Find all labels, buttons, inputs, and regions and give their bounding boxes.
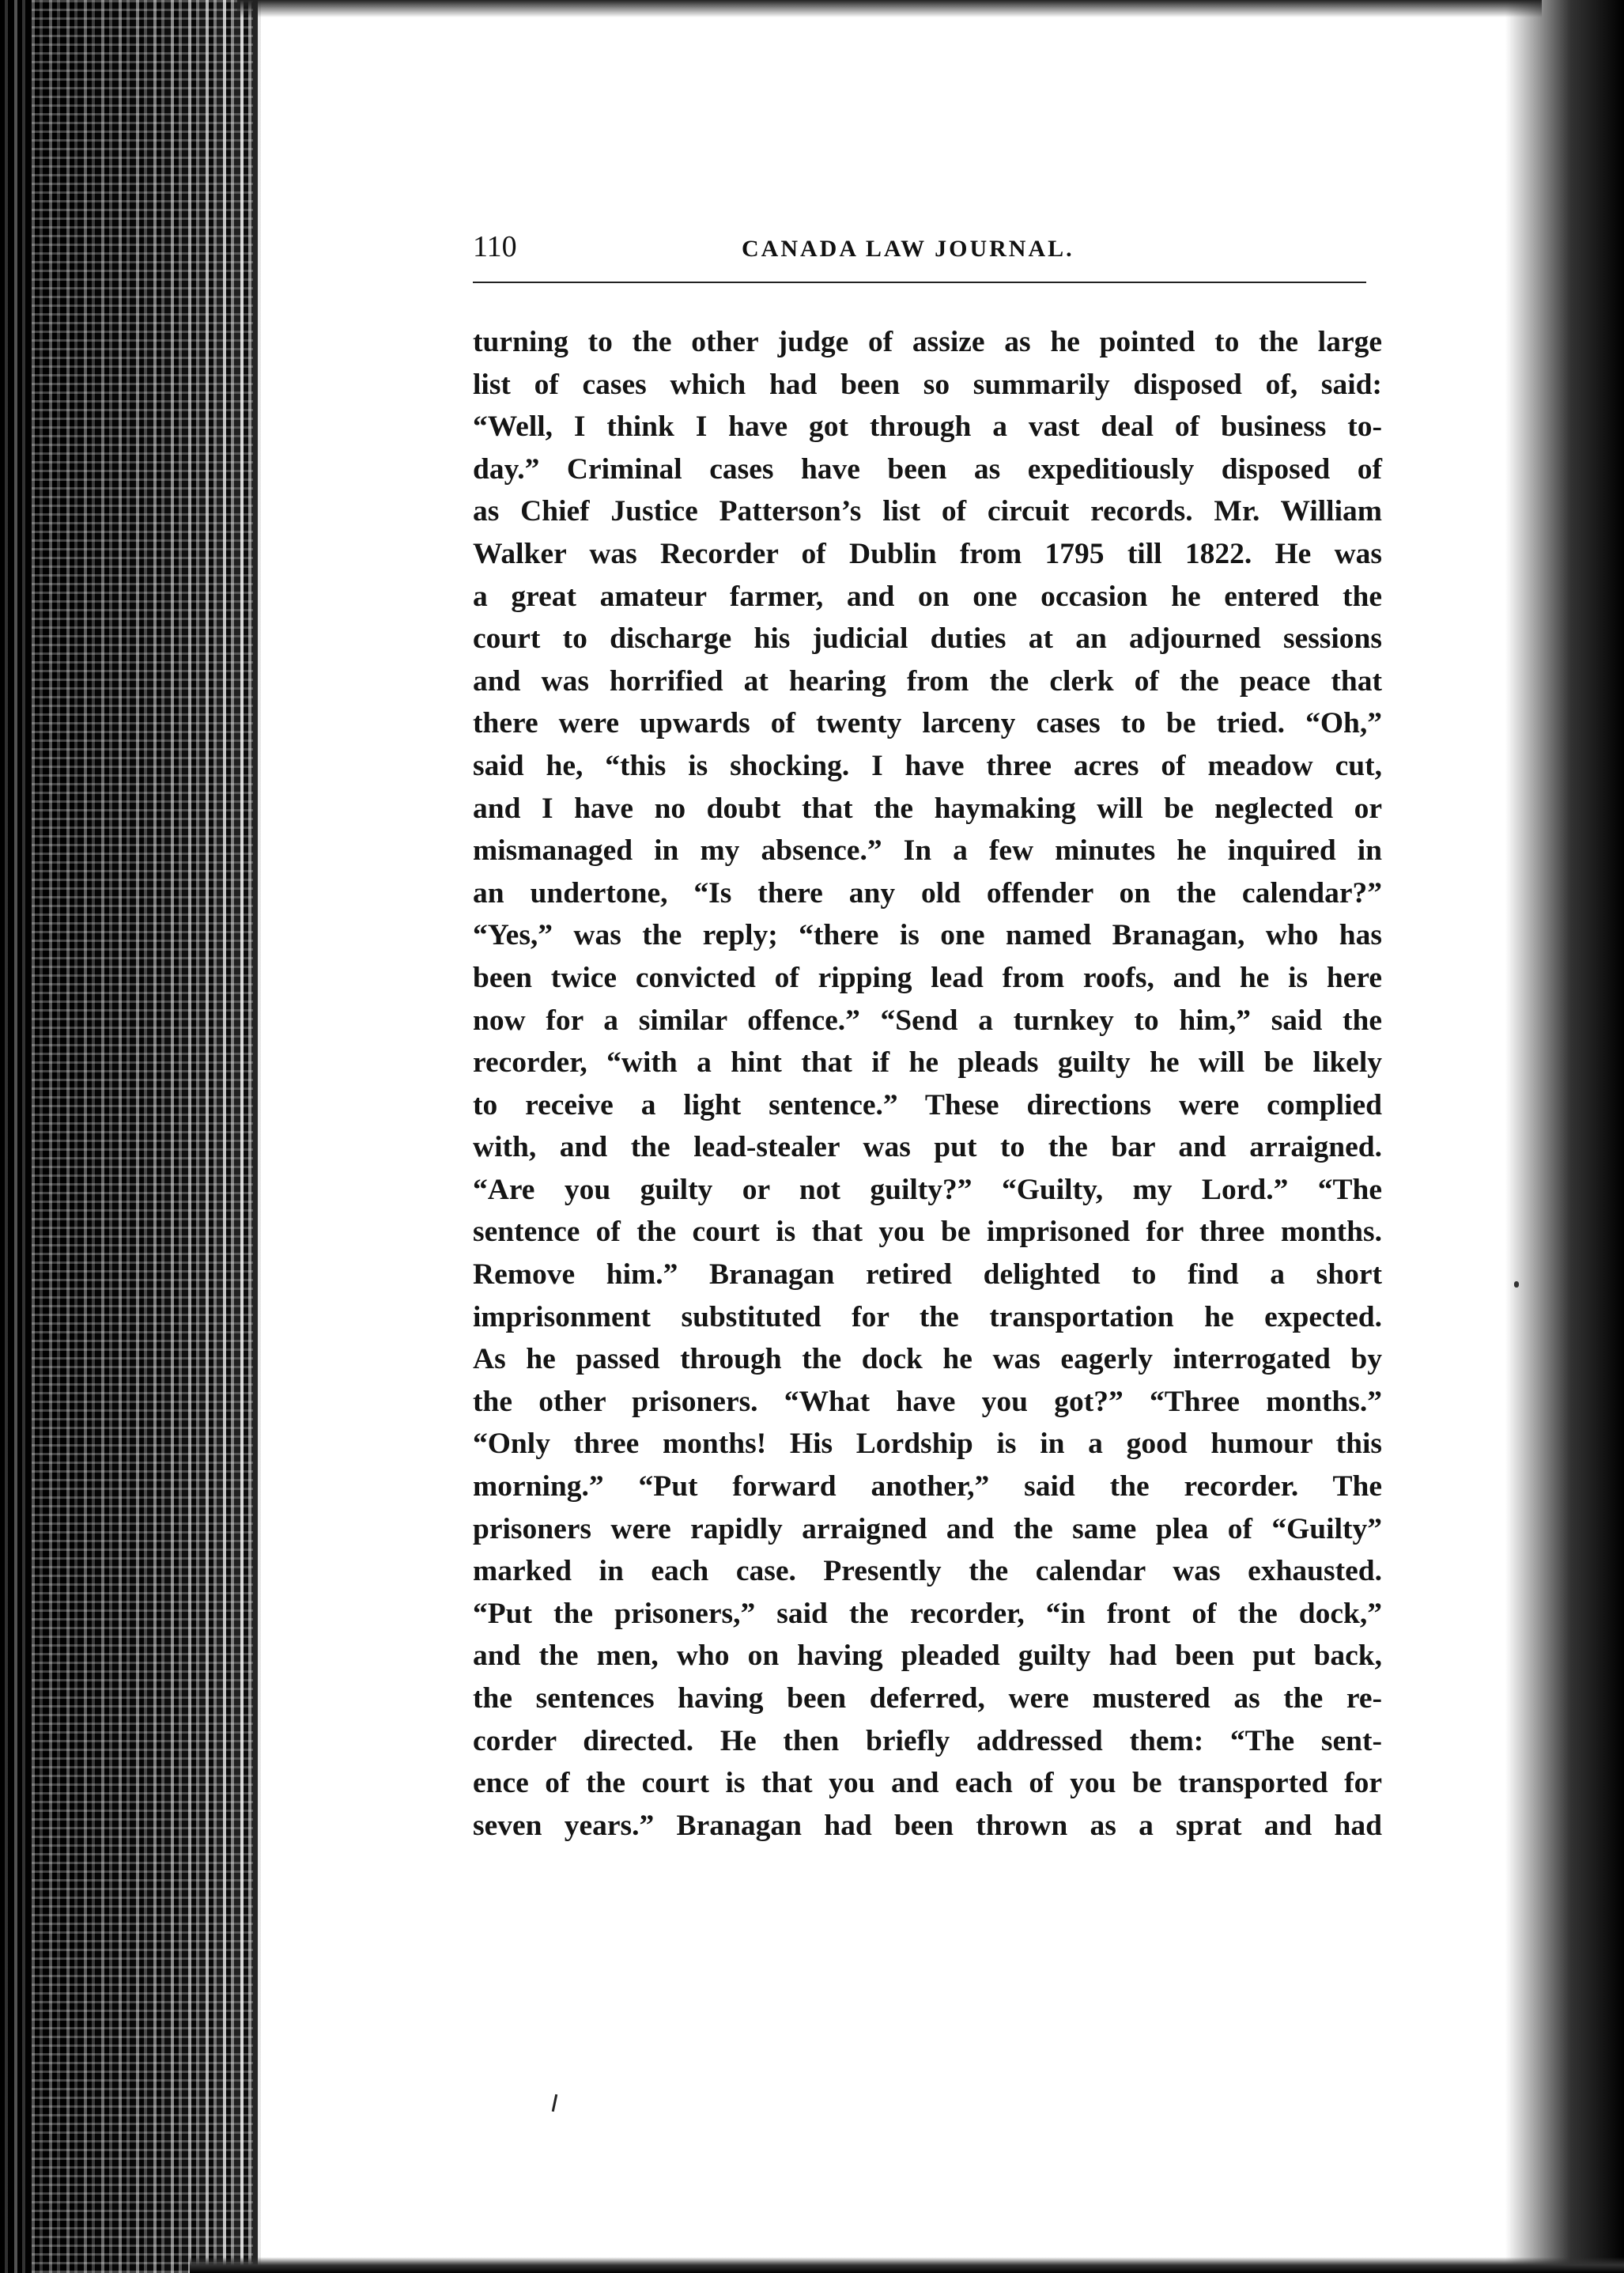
text-line: with, and the lead-stealer was put to the bar and arraigned. [473, 1131, 1382, 1164]
text-line: day.” Criminal cases have been as expeditiously disposed of [473, 452, 1382, 486]
text-line: “Are you guilty or not guilty?” “Guilty, my Lord.” “The [473, 1173, 1382, 1206]
text-line: and was horrified at hearing from the clerk of the peace that [473, 664, 1382, 698]
text-line: an undertone, “Is there any old offender on the calendar?” [473, 876, 1382, 910]
text-line: seven years.” Branagan had been thrown as a sprat and had [473, 1809, 1382, 1842]
text-line: “Only three months! His Lordship is in a good humour this [473, 1428, 1382, 1461]
page [473, 229, 1382, 1847]
binding-texture [32, 0, 253, 2273]
text-line: sentence of the court is that you be imprisoned for three months. [473, 1216, 1382, 1249]
text-line: mismanaged in my absence.” In a few minutes he inquired in [473, 834, 1382, 868]
page-header [473, 229, 1382, 277]
stray-ink-mark [552, 2094, 558, 2112]
page-number: 110 [473, 230, 517, 263]
text-line: “Yes,” was the reply; “there is one named Branagan, who has [473, 919, 1382, 952]
right-page-edge-shadow [1505, 0, 1624, 2273]
text-line: “Put the prisoners,” said the recorder, “in front of the dock,” [473, 1597, 1382, 1630]
bottom-page-edge-shadow [190, 2257, 1624, 2273]
text-line: Remove him.” Branagan retired delighted to find a short [473, 1258, 1382, 1292]
text-line: there were upwards of twenty larceny cases to be tried. “Oh,” [473, 707, 1382, 740]
text-line: and I have no doubt that the haymaking will be neglected or [473, 792, 1382, 825]
text-line: ence of the court is that you and each of you be transported for [473, 1767, 1382, 1800]
text-line: imprisonment substituted for the transportation he expected. [473, 1300, 1382, 1333]
text-line: now for a similar offence.” “Send a turnkey to him,” said the [473, 1004, 1382, 1037]
text-line: said he, “this is shocking. I have three acres of meadow cut, [473, 749, 1382, 782]
header-rule [473, 282, 1366, 283]
running-title: CANADA LAW JOURNAL. [742, 236, 1074, 262]
text-line: Walker was Recorder of Dublin from 1795 till 1822. He was [473, 537, 1382, 570]
text-line: list of cases which had been so summarily disposed of, said: [473, 368, 1382, 401]
margin-dot-mark [1514, 1281, 1519, 1288]
text-line: and the men, who on having pleaded guilty had been put back, [473, 1640, 1382, 1673]
text-line: turning to the other judge of assize as he pointed to the large [473, 326, 1382, 358]
text-line: the other prisoners. “What have you got?” “Three months.” [473, 1385, 1382, 1418]
text-line: a great amateur farmer, and on one occasion he entered the [473, 580, 1382, 613]
text-line: corder directed. He then briefly addressed them: “The sent- [473, 1724, 1382, 1757]
text-line: court to discharge his judicial duties at an adjourned sessions [473, 622, 1382, 656]
text-line: As he passed through the dock he was eagerly interrogated by [473, 1343, 1382, 1376]
text-line: prisoners were rapidly arraigned and the same plea of “Guilty” [473, 1512, 1382, 1545]
text-line: been twice convicted of ripping lead from roofs, and he is here [473, 961, 1382, 994]
text-line: the sentences having been deferred, were mustered as the re- [473, 1682, 1382, 1715]
text-line: recorder, “with a hint that if he pleads guilty he will be likely [473, 1046, 1382, 1080]
text-line: as Chief Justice Patterson’s list of circuit records. Mr. William [473, 495, 1382, 528]
top-page-edge-shadow [237, 0, 1542, 17]
text-line: to receive a light sentence.” These directions were complied [473, 1088, 1382, 1121]
text-line: “Well, I think I have got through a vast deal of business to- [473, 410, 1382, 444]
text-line: morning.” “Put forward another,” said the recorder. The [473, 1470, 1382, 1503]
text-line: marked in each case. Presently the calendar was exhausted. [473, 1555, 1382, 1588]
body-text [473, 321, 1382, 1847]
